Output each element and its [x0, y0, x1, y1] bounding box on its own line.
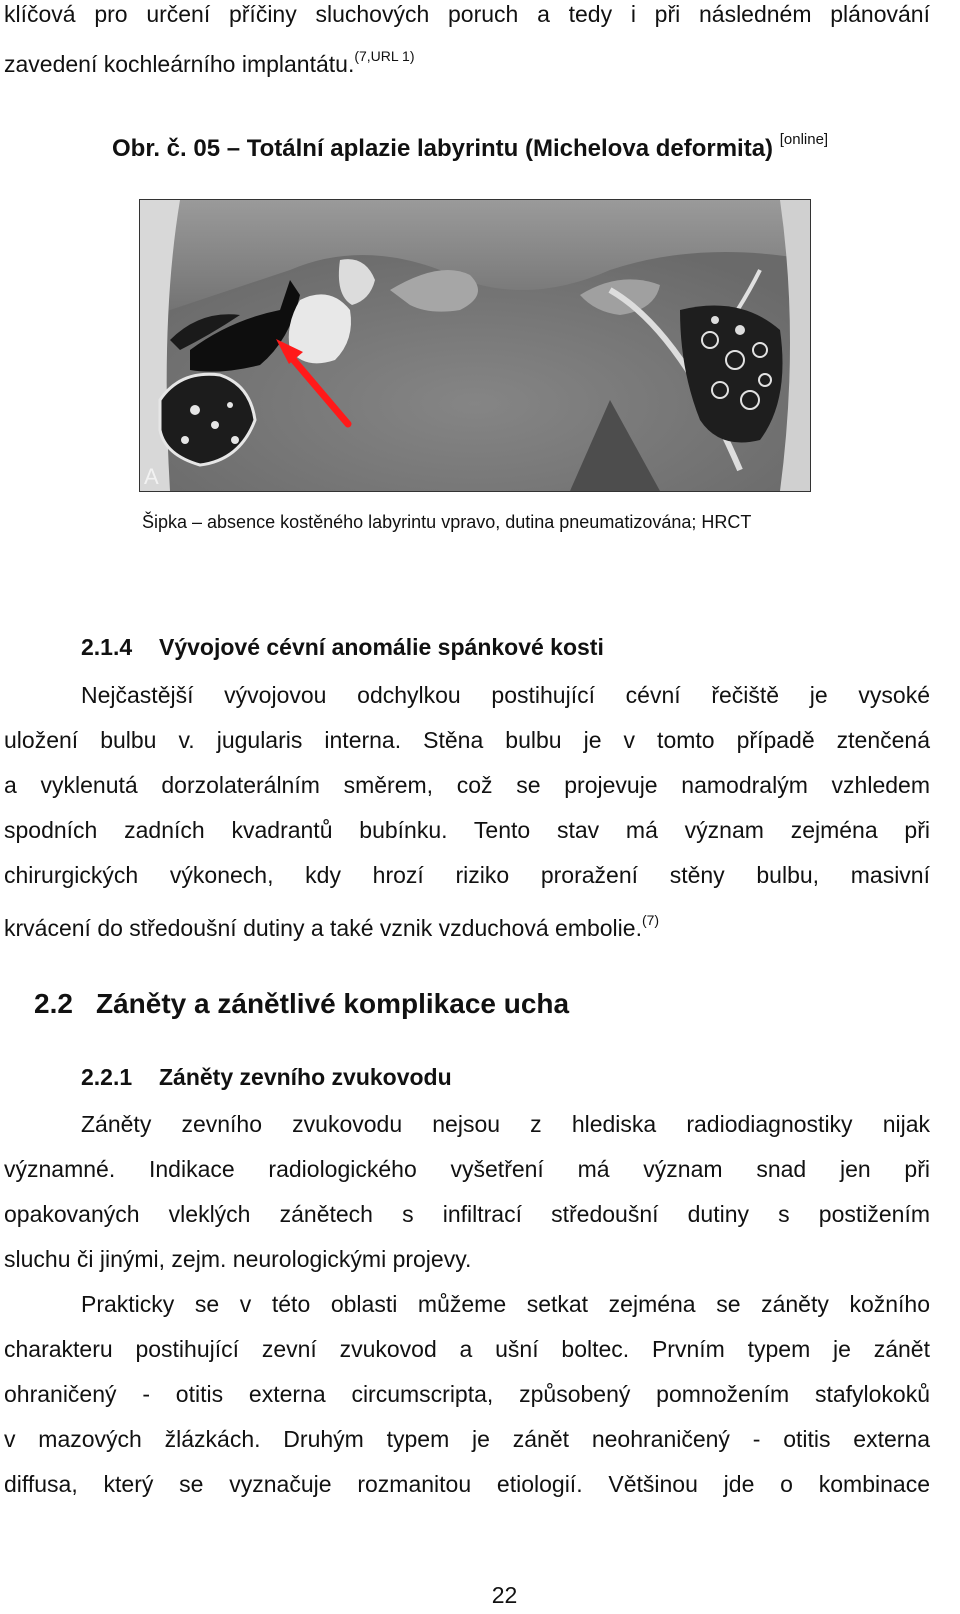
- ct-corner-label: A: [144, 464, 159, 489]
- heading-2-2-1-number: 2.2.1: [81, 1064, 133, 1090]
- heading-2-2-number: 2.2: [34, 988, 73, 1019]
- para-2-1-4-line-2: uložení bulbu v. jugularis interna. Stěna bulbu je v tomto případě ztenčená: [4, 727, 930, 753]
- para-2-1-4-reference: (7): [641, 912, 660, 928]
- para-2-2-1-a-line-2: významné. Indikace radiologického vyšetření má význam snad jen při: [4, 1156, 930, 1182]
- para-2-1-4-line-3: a vyklenutá dorzolaterálním směrem, což se projevuje namodralým vzhledem: [4, 772, 930, 798]
- para-2-2-1-a-line-3: opakovaných vleklých zánětech s infiltrací středoušní dutiny s postižením: [4, 1201, 930, 1227]
- page-number: 22: [491, 1582, 518, 1608]
- heading-2-2-1: [81, 1064, 452, 1091]
- heading-2-1-4-number: 2.1.4: [81, 634, 133, 660]
- figure-note: Šipka – absence kostěného labyrintu vpravo, dutina pneumatizována; HRCT: [142, 512, 752, 532]
- figure-title-text: Obr. č. 05 – Totální aplazie labyrintu (Michelova deformita): [112, 135, 774, 162]
- para-2-1-4-line-1: Nejčastější vývojovou odchylkou postihující cévní řečiště je vysoké: [81, 682, 930, 708]
- figure-title: [112, 131, 828, 163]
- para-2-1-4-line-4: spodních zadních kvadrantů bubínku. Tento stav má význam zejména při: [4, 817, 930, 843]
- intro-line-2: [4, 42, 930, 78]
- heading-2-2-title: Záněty a zánětlivé komplikace ucha: [96, 988, 570, 1019]
- para-2-2-1-b-line-1: Prakticky se v této oblasti můžeme setkat zejména se záněty kožního: [81, 1291, 930, 1317]
- intro-line-1: klíčová pro určení příčiny sluchových poruch a tedy i při následném plánování: [4, 1, 930, 27]
- heading-2-1-4: [81, 634, 604, 661]
- para-2-1-4-line-6: [4, 906, 930, 942]
- intro-line-2-text: zavedení kochleárního implantátu.: [4, 51, 355, 77]
- para-2-2-1-b-line-3: ohraničený - otitis externa circumscripta, způsobený pomnožením stafylokoků: [4, 1381, 930, 1407]
- para-2-1-4-line-6-text: krvácení do středoušní dutiny a také vznik vzduchová embolie.: [4, 915, 642, 941]
- ct-scan-drawing: [140, 200, 810, 491]
- para-2-2-1-b-line-2: charakteru postihující zevní zvukovod a ušní boltec. Prvním typem je zánět: [4, 1336, 930, 1362]
- intro-reference: (7,URL 1): [354, 48, 415, 64]
- ct-scan-image: [139, 199, 811, 492]
- figure-title-sup: [online]: [779, 131, 829, 148]
- heading-2-1-4-title: Vývojové cévní anomálie spánkové kosti: [159, 634, 604, 660]
- heading-2-2: [34, 988, 569, 1020]
- para-2-2-1-a-line-1: Záněty zevního zvukovodu nejsou z hlediska radiodiagnostiky nijak: [81, 1111, 930, 1137]
- para-2-2-1-a-line-4: sluchu či jinými, zejm. neurologickými projevy.: [4, 1246, 472, 1272]
- para-2-1-4-line-5: chirurgických výkonech, kdy hrozí riziko proražení stěny bulbu, masivní: [4, 862, 930, 888]
- para-2-2-1-b-line-4: v mazových žlázkách. Druhým typem je zánět neohraničený - otitis externa: [4, 1426, 930, 1452]
- heading-2-2-1-title: Záněty zevního zvukovodu: [159, 1064, 452, 1090]
- para-2-2-1-b-line-5: diffusa, který se vyznačuje rozmanitou etiologií. Většinou jde o kombinace: [4, 1471, 930, 1497]
